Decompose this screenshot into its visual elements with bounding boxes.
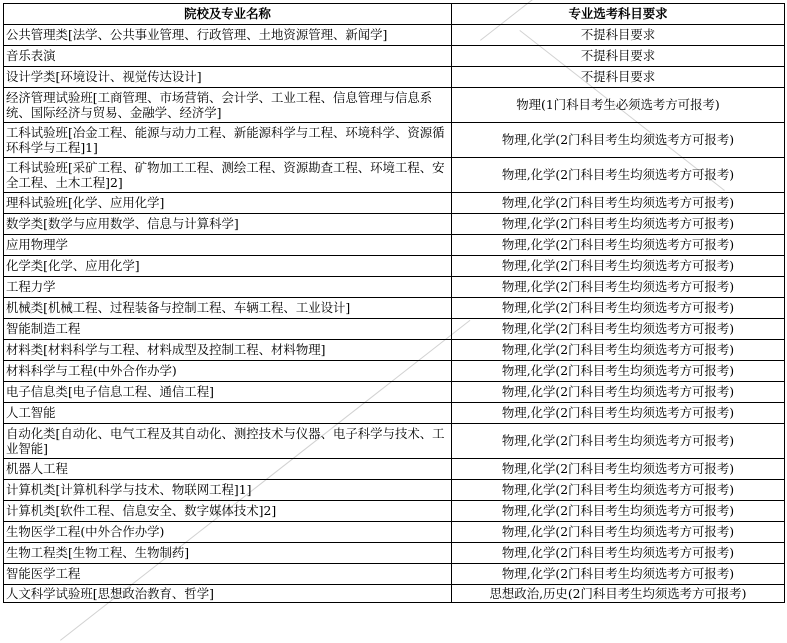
subject-requirement: 物理,化学(2门科目考生均须选考方可报考) xyxy=(452,382,785,403)
program-name: 人工智能 xyxy=(4,403,452,424)
program-name: 机器人工程 xyxy=(4,459,452,480)
subject-requirements-table xyxy=(3,3,785,603)
table-row xyxy=(4,564,785,585)
subject-requirement: 物理,化学(2门科目考生均须选考方可报考) xyxy=(452,424,785,459)
program-name: 化学类[化学、应用化学] xyxy=(4,256,452,277)
program-name: 电子信息类[电子信息工程、通信工程] xyxy=(4,382,452,403)
subject-requirement: 不提科目要求 xyxy=(452,67,785,88)
program-name: 计算机类[计算机科学与技术、物联网工程]1] xyxy=(4,480,452,501)
program-name: 生物工程类[生物工程、生物制药] xyxy=(4,543,452,564)
table-row xyxy=(4,319,785,340)
table-row xyxy=(4,88,785,123)
program-name: 工科试验班[冶金工程、能源与动力工程、新能源科学与工程、环境科学、资源循环科学与工程]1] xyxy=(4,123,452,158)
subject-requirement: 物理,化学(2门科目考生均须选考方可报考) xyxy=(452,193,785,214)
table-row xyxy=(4,403,785,424)
subject-requirement: 物理,化学(2门科目考生均须选考方可报考) xyxy=(452,123,785,158)
program-name: 应用物理学 xyxy=(4,235,452,256)
table-row xyxy=(4,501,785,522)
subject-requirement: 物理(1门科目考生必须选考方可报考) xyxy=(452,88,785,123)
subject-requirement: 思想政治,历史(2门科目考生均须选考方可报考) xyxy=(452,585,785,603)
subject-requirement: 物理,化学(2门科目考生均须选考方可报考) xyxy=(452,340,785,361)
subject-requirement: 物理,化学(2门科目考生均须选考方可报考) xyxy=(452,480,785,501)
table-row xyxy=(4,25,785,46)
table-row xyxy=(4,340,785,361)
program-name: 人文科学试验班[思想政治教育、哲学] xyxy=(4,585,452,603)
column-header-program: 院校及专业名称 xyxy=(4,4,452,25)
header-row xyxy=(4,4,785,25)
table-row xyxy=(4,214,785,235)
subject-requirement: 物理,化学(2门科目考生均须选考方可报考) xyxy=(452,522,785,543)
subject-requirement: 物理,化学(2门科目考生均须选考方可报考) xyxy=(452,543,785,564)
program-name: 材料科学与工程(中外合作办学) xyxy=(4,361,452,382)
table-row xyxy=(4,256,785,277)
column-header-requirement: 专业选考科目要求 xyxy=(452,4,785,25)
table-row xyxy=(4,67,785,88)
table-row xyxy=(4,235,785,256)
program-name: 音乐表演 xyxy=(4,46,452,67)
program-name: 生物医学工程(中外合作办学) xyxy=(4,522,452,543)
program-name: 工程力学 xyxy=(4,277,452,298)
program-name: 数学类[数学与应用数学、信息与计算科学] xyxy=(4,214,452,235)
program-name: 智能制造工程 xyxy=(4,319,452,340)
program-name: 理科试验班[化学、应用化学] xyxy=(4,193,452,214)
table-row xyxy=(4,158,785,193)
table-row xyxy=(4,46,785,67)
program-name: 自动化类[自动化、电气工程及其自动化、测控技术与仪器、电子科学与技术、工业智能] xyxy=(4,424,452,459)
program-name: 工科试验班[采矿工程、矿物加工工程、测绘工程、资源勘查工程、环境工程、安全工程、土木工程]2] xyxy=(4,158,452,193)
subject-requirement: 物理,化学(2门科目考生均须选考方可报考) xyxy=(452,459,785,480)
table-row xyxy=(4,298,785,319)
subject-requirement: 物理,化学(2门科目考生均须选考方可报考) xyxy=(452,158,785,193)
table-row xyxy=(4,480,785,501)
subject-requirement: 物理,化学(2门科目考生均须选考方可报考) xyxy=(452,403,785,424)
subject-requirement: 物理,化学(2门科目考生均须选考方可报考) xyxy=(452,319,785,340)
table-row xyxy=(4,193,785,214)
program-name: 公共管理类[法学、公共事业管理、行政管理、土地资源管理、新闻学] xyxy=(4,25,452,46)
table-row xyxy=(4,543,785,564)
table-row xyxy=(4,123,785,158)
program-name: 计算机类[软件工程、信息安全、数字媒体技术]2] xyxy=(4,501,452,522)
program-name: 经济管理试验班[工商管理、市场营销、会计学、工业工程、信息管理与信息系统、国际经济与贸易、金融学、经济学] xyxy=(4,88,452,123)
subject-requirement: 物理,化学(2门科目考生均须选考方可报考) xyxy=(452,361,785,382)
table-row xyxy=(4,459,785,480)
subject-requirement: 不提科目要求 xyxy=(452,46,785,67)
program-name: 机械类[机械工程、过程装备与控制工程、车辆工程、工业设计] xyxy=(4,298,452,319)
program-name: 智能医学工程 xyxy=(4,564,452,585)
program-name: 设计学类[环境设计、视觉传达设计] xyxy=(4,67,452,88)
subject-requirement: 物理,化学(2门科目考生均须选考方可报考) xyxy=(452,256,785,277)
table-row xyxy=(4,382,785,403)
subject-requirement: 物理,化学(2门科目考生均须选考方可报考) xyxy=(452,235,785,256)
subject-requirement: 物理,化学(2门科目考生均须选考方可报考) xyxy=(452,564,785,585)
subject-requirement: 物理,化学(2门科目考生均须选考方可报考) xyxy=(452,214,785,235)
table-row xyxy=(4,424,785,459)
table-row xyxy=(4,277,785,298)
subject-requirement: 不提科目要求 xyxy=(452,25,785,46)
program-name: 材料类[材料科学与工程、材料成型及控制工程、材料物理] xyxy=(4,340,452,361)
subject-requirement: 物理,化学(2门科目考生均须选考方可报考) xyxy=(452,501,785,522)
subject-requirement: 物理,化学(2门科目考生均须选考方可报考) xyxy=(452,298,785,319)
subject-requirement: 物理,化学(2门科目考生均须选考方可报考) xyxy=(452,277,785,298)
table-row xyxy=(4,522,785,543)
